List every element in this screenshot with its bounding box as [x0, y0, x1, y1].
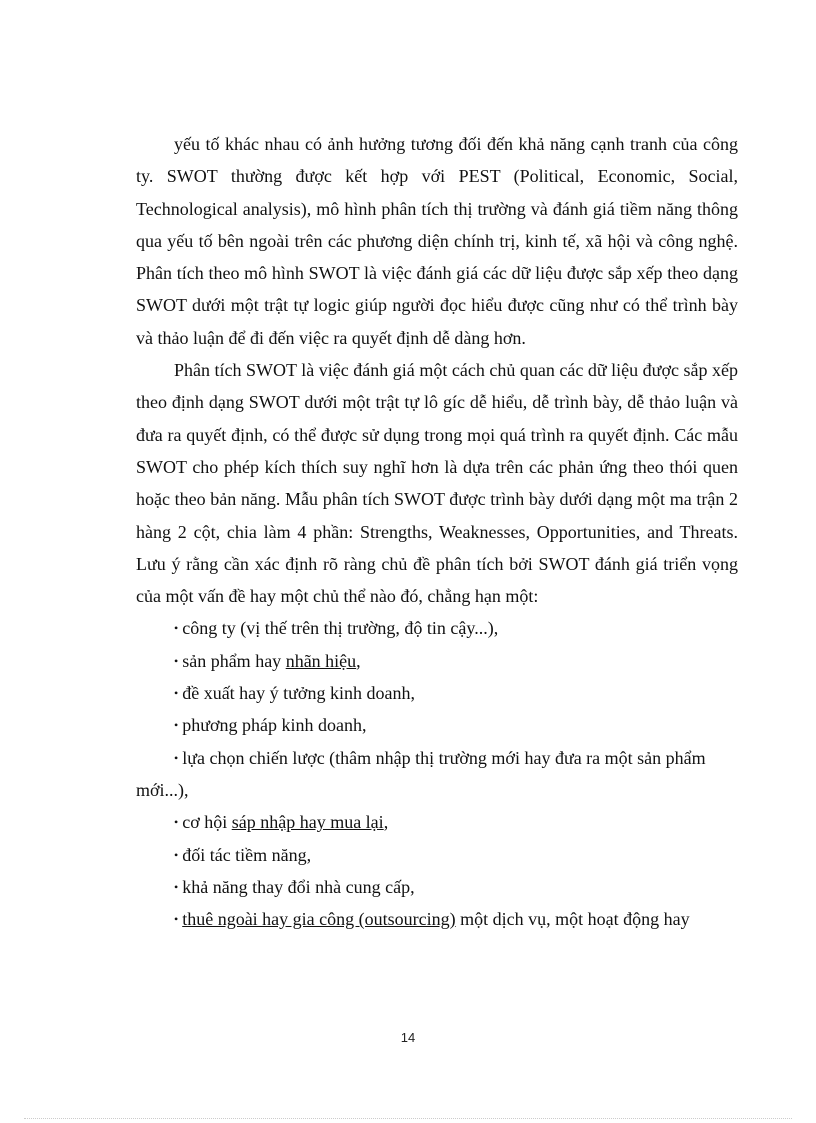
- list-item: [136, 612, 738, 644]
- list-item: [136, 806, 738, 838]
- bullet-icon: •: [174, 879, 179, 894]
- list-item: [136, 709, 738, 741]
- list-item-text: cơ hội: [182, 812, 232, 833]
- list-item: [136, 839, 738, 871]
- list-item: [136, 677, 738, 709]
- page-number: 14: [400, 1030, 416, 1045]
- bullet-icon: •: [174, 847, 179, 862]
- list-item-text: ,: [383, 812, 389, 833]
- list-item-text: công ty (vị thế trên thị trường, độ tin cậy...),: [182, 618, 499, 639]
- list-item-text: đề xuất hay ý tưởng kinh doanh,: [182, 683, 415, 704]
- bullet-icon: •: [174, 815, 179, 830]
- paragraph-1: yếu tố khác nhau có ảnh hưởng tương đối đến khả năng cạnh tranh của công ty. SWOT thường được kết hợp với PEST (Political, Economic, Social, Technological analysis), mô hình phân tích thị trường và đánh giá tiềm năng thông qua yếu tố bên ngoài trên các phương diện chính trị, kinh tế, xã hội và công nghệ. Phân tích theo mô hình SWOT là việc đánh giá các dữ liệu được sắp xếp theo dạng SWOT dưới một trật tự logic giúp người đọc hiểu được cũng như có thể trình bày và thảo luận để đi đến việc ra quyết định dễ dàng hơn.: [136, 134, 738, 348]
- list-item-text: sản phẩm hay: [182, 650, 286, 671]
- bullet-icon: •: [174, 912, 179, 927]
- bullet-icon: •: [174, 653, 179, 668]
- bullet-icon: •: [174, 750, 179, 765]
- bullet-icon: •: [174, 621, 179, 636]
- list-item-text: đối tác tiềm năng,: [182, 844, 312, 865]
- list-item-text: phương pháp kinh doanh,: [182, 715, 367, 736]
- bullet-icon: •: [174, 718, 179, 733]
- list-item: [136, 645, 738, 677]
- list-item-text: một dịch vụ, một hoạt động hay: [455, 909, 690, 930]
- list-item-text: ,: [356, 650, 361, 671]
- bullet-icon: •: [174, 686, 179, 701]
- list-item-text: khả năng thay đổi nhà cung cấp,: [182, 876, 415, 897]
- list-item: [136, 903, 738, 935]
- paragraph-2: Phân tích SWOT là việc đánh giá một cách chủ quan các dữ liệu được sắp xếp theo định dạng SWOT dưới một trật tự lô gíc dễ hiểu, dễ trình bày, dễ thảo luận và đưa ra quyết định, có thể được sử dụng trong mọi quá trình ra quyết định. Các mẫu SWOT cho phép kích thích suy nghĩ hơn là dựa trên các phản ứng theo thói quen hoặc theo bản năng. Mẫu phân tích SWOT được trình bày dưới dạng một ma trận 2 hàng 2 cột, chia làm 4 phần: Strengths, Weaknesses, Opportunities, and Threats. Lưu ý rằng cần xác định rõ ràng chủ đề phân tích bởi SWOT đánh giá triển vọng của một vấn đề hay một chủ thể nào đó, chẳng hạn một:: [136, 360, 738, 607]
- body-text: [136, 128, 738, 935]
- page-bottom-divider: [24, 1118, 792, 1119]
- link-nhan-hieu[interactable]: nhãn hiệu: [285, 650, 357, 671]
- link-sap-nhap-hay-mua-lai[interactable]: sáp nhập hay mua lại: [231, 812, 384, 833]
- list-item: [136, 871, 738, 903]
- list-item-text: lựa chọn chiến lược (thâm nhập thị trường mới hay đưa ra một sản phẩm mới...),: [136, 747, 706, 800]
- link-thue-ngoai[interactable]: thuê ngoài hay gia công (outsourcing): [182, 909, 456, 930]
- list-item: [136, 742, 738, 807]
- bullet-list: [136, 612, 738, 935]
